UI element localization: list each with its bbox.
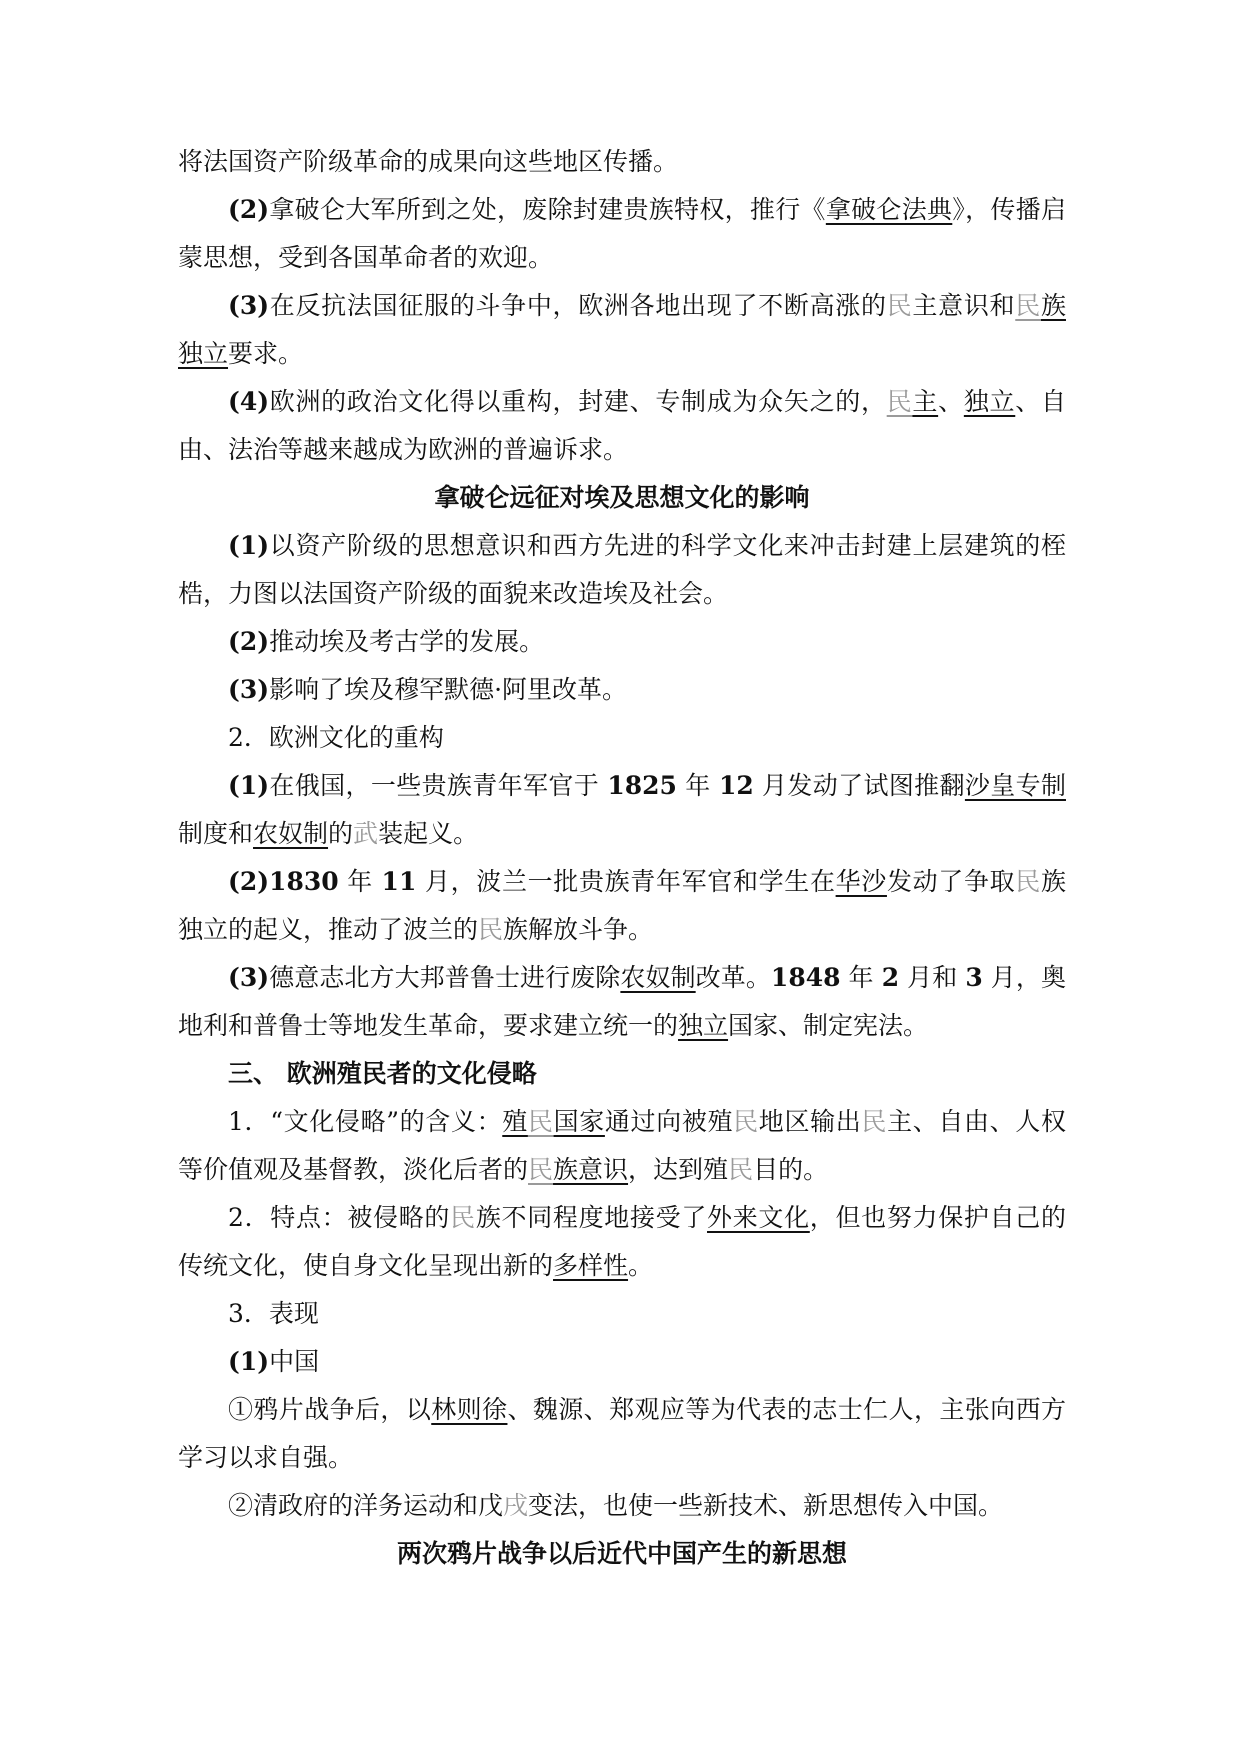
text-run: 民 [886,291,913,320]
bold-text: (3) [228,675,270,704]
text-run: 改革。 [695,963,771,992]
paragraph [178,1050,1066,1098]
text-run: 、魏源、郑观应等为代表的志士仁人，主张向西方学习以求自强。 [178,1395,1066,1472]
document-page [178,138,1066,1578]
underlined-text: 族独立 [178,291,1066,368]
paragraph [178,138,1066,186]
paragraph [178,282,1066,378]
paragraph [178,858,1066,954]
text-run: 族解放斗争。 [503,915,654,944]
text-run: 地区输出 [758,1107,862,1136]
underlined-text: 民 [1015,291,1041,320]
text-run: 要求。 [228,339,304,368]
text-run: 年 [840,963,882,992]
underlined-text: 华沙 [835,867,887,896]
underlined-text: 林则徐 [431,1395,508,1424]
text-run: 2．特点：被侵略的 [228,1203,451,1232]
text-run: ①鸦片战争后，以 [228,1395,432,1424]
text-run: 主意识和 [912,291,1016,320]
text-run: 。 [628,1251,654,1280]
bold-text: 1825 [607,771,677,800]
bold-text: (2) [228,627,270,656]
paragraph [178,666,1066,714]
bold-text: (1) [228,771,270,800]
text-run: 目的。 [753,1155,829,1184]
text-run: 》，传播启蒙思想，受到各国革命者的欢迎。 [178,195,1066,272]
section-heading [178,1530,1066,1578]
paragraph [178,1194,1066,1290]
paragraph [178,618,1066,666]
bold-text: 2 [881,963,900,992]
bold-text: 3 [965,963,983,992]
paragraph [178,762,1066,858]
underlined-text: 沙皇专制 [964,771,1066,800]
paragraph [178,1098,1066,1194]
paragraph [178,714,1066,762]
underlined-text: 主 [912,387,939,416]
text-run: 制度和 [178,819,254,848]
paragraph [178,1290,1066,1338]
text-run: 民 [478,915,504,944]
text-run: 的 [328,819,354,848]
underlined-text: 民 [528,1155,554,1184]
text-run: 国家、制定宪法。 [728,1011,929,1040]
bold-text: (1) [228,1347,270,1376]
paragraph [178,522,1066,618]
bold-text: (3) [228,963,270,992]
text-run: 武 [353,819,379,848]
text-run: 装起义。 [378,819,479,848]
underlined-text: 独立 [678,1011,729,1040]
paragraph [178,1386,1066,1482]
text-run: 主、自由、人权等价值观及基督教，淡化后者的 [178,1107,1066,1184]
text-run: 民 [728,1155,754,1184]
bold-text: (2) [228,195,270,224]
text-run: 2．欧洲文化的重构 [228,723,444,752]
text-run: 三、 欧洲殖民者的文化侵略 [228,1059,537,1088]
text-run: 月，波兰一批贵族青年军官和学生在 [416,867,836,896]
text-run: 将法国资产阶级革命的成果向这些地区传播。 [178,147,679,176]
text-run: 年 [676,771,719,800]
bold-text: (4) [228,387,270,416]
text-run: 拿破仑远征对埃及思想文化的影响 [434,483,810,512]
text-run: 民 [1015,867,1041,896]
underlined-text: 独立 [963,387,1016,416]
underlined-text: 殖 [502,1107,528,1136]
section-heading [178,474,1066,522]
paragraph [178,954,1066,1050]
paragraph [178,1338,1066,1386]
text-run: 通过向被殖 [604,1107,734,1136]
text-run: 影响了埃及穆罕默德·阿里改革。 [269,675,628,704]
text-run: 族独立的起义，推动了波兰的 [178,867,1066,944]
underlined-text: 多样性 [553,1251,629,1280]
text-run: 年 [338,867,382,896]
bold-text: (2)1830 [228,867,339,896]
underlined-text: 民 [527,1107,554,1136]
text-run: 月发动了试图推翻 [753,771,965,800]
text-run: 、 [938,387,964,416]
text-run: 族不同程度地接受了 [475,1203,708,1232]
bold-text: (3) [228,291,270,320]
underlined-text: 农奴制 [620,963,696,992]
text-run: 民 [733,1107,759,1136]
text-run: 在俄国，一些贵族青年军官于 [269,771,608,800]
bold-text: 1848 [770,963,841,992]
underlined-text: 民 [886,387,913,416]
bold-text: (1) [228,531,270,560]
text-run: 两次鸦片战争以后近代中国产生的新思想 [396,1539,847,1568]
text-run: 德意志北方大邦普鲁士进行废除 [269,963,621,992]
text-run: 月和 [899,963,966,992]
text-run: 变法，也使一些新技术、新思想传入中国。 [528,1491,1004,1520]
text-run: 拿破仑大军所到之处，废除封建贵族特权，推行《 [269,195,826,224]
text-run: 欧洲的政治文化得以重构，封建、专制成为众矢之的， [269,387,887,416]
underlined-text: 外来文化 [707,1203,810,1232]
text-run: 1．“文化侵略”的含义： [228,1107,503,1136]
text-run: 3．表现 [228,1299,319,1328]
text-run: ，但也努力保护自己的传统文化，使自身文化呈现出新的 [178,1203,1066,1280]
underlined-text: 拿破仑法典 [825,195,953,224]
text-run: 发动了争取 [886,867,1016,896]
text-run: 、自由、法治等越来越成为欧洲的普遍诉求。 [178,387,1066,464]
text-run: 推动埃及考古学的发展。 [269,627,545,656]
text-run: 戌 [503,1491,529,1520]
text-run: 在反抗法国征服的斗争中，欧洲各地出现了不断高涨的 [269,291,887,320]
underlined-text: 族意识 [553,1155,629,1184]
text-run: 民 [861,1107,888,1136]
bold-text: 12 [718,771,754,800]
underlined-text: 国家 [553,1107,605,1136]
text-run: 以资产阶级的思想意识和西方先进的科学文化来冲击封建上层建筑的桎梏，力图以法国资产阶级的面貌来改造埃及社会。 [178,531,1066,608]
text-run: ，达到殖 [628,1155,729,1184]
paragraph [178,378,1066,474]
paragraph [178,186,1066,282]
bold-text: 11 [381,867,417,896]
text-run: ②清政府的洋务运动和戊 [228,1491,504,1520]
text-run: 月，奥地利和普鲁士等地发生革命，要求建立统一的 [178,963,1066,1040]
paragraph [178,1482,1066,1530]
text-run: 民 [450,1203,476,1232]
underlined-text: 农奴制 [253,819,329,848]
text-run: 中国 [269,1347,320,1376]
